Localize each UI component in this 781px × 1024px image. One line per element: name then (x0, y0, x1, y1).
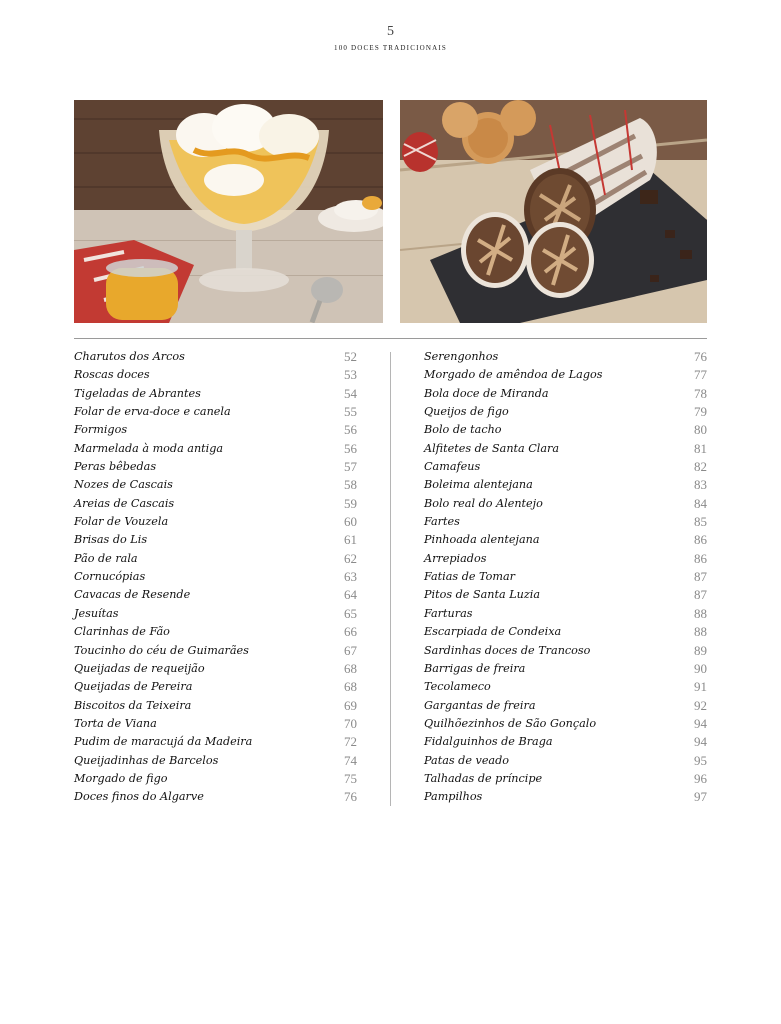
toc-title: Pão de rala (74, 551, 138, 565)
toc-title: Morgado de figo (74, 771, 168, 785)
toc-page-number: 53 (344, 367, 357, 383)
toc-title: Pitos de Santa Luzia (424, 588, 541, 602)
toc-entry[interactable] (74, 495, 357, 513)
toc-page-number: 56 (344, 440, 357, 456)
toc-page-number: 88 (694, 605, 707, 621)
toc-entry[interactable] (424, 733, 707, 751)
toc-entry[interactable] (74, 421, 357, 439)
toc-entry[interactable] (424, 476, 707, 494)
toc-title: Queijos de figo (424, 405, 509, 419)
section-divider (74, 338, 707, 339)
toc-entry[interactable] (424, 403, 707, 421)
toc-entry[interactable] (424, 623, 707, 641)
toc-entry[interactable] (424, 513, 707, 531)
dessert-cup-illustration (74, 100, 383, 323)
toc-entry[interactable] (74, 348, 357, 366)
column-rule (390, 352, 391, 806)
toc-page-number: 85 (694, 514, 707, 530)
toc-title: Bolo real do Alentejo (424, 496, 543, 510)
toc-page-number: 94 (694, 734, 707, 750)
toc-title: Bolo de tacho (424, 423, 502, 437)
toc-title: Toucinho do céu de Guimarães (74, 643, 249, 657)
running-head: 100 DOCES TRADICIONAIS (334, 44, 447, 52)
toc-title: Boleima alentejana (424, 478, 533, 492)
toc-page-number: 82 (694, 459, 707, 475)
chocolate-salami-photo (400, 100, 707, 323)
toc-page-number: 94 (694, 715, 707, 731)
toc-list-left (74, 348, 357, 807)
toc-page-number: 64 (344, 587, 357, 603)
toc-title: Talhadas de príncipe (424, 771, 543, 785)
toc-title: Clarinhas de Fão (74, 625, 170, 639)
toc-title: Biscoitos da Teixeira (74, 698, 192, 712)
toc-title: Bola doce de Miranda (424, 386, 549, 400)
toc-page-number: 54 (344, 385, 357, 401)
toc-title: Sardinhas doces de Trancoso (424, 643, 591, 657)
toc-entry[interactable] (74, 733, 357, 751)
toc-page-number: 60 (344, 514, 357, 530)
toc-entry[interactable] (424, 495, 707, 513)
toc-page-number: 92 (694, 697, 707, 713)
toc-entry[interactable] (74, 403, 357, 421)
toc-page-number: 96 (694, 770, 707, 786)
toc-page-number: 91 (694, 679, 707, 695)
toc-list-right (424, 348, 707, 807)
toc-title: Gargantas de freira (424, 698, 536, 712)
toc-title: Pudim de maracujá da Madeira (74, 735, 253, 749)
toc-page-number: 77 (694, 367, 707, 383)
toc-page-number: 86 (694, 532, 707, 548)
toc-page-number: 57 (344, 459, 357, 475)
toc-title: Folar de Vouzela (74, 515, 169, 529)
toc-entry[interactable] (74, 440, 357, 458)
toc-entry[interactable] (74, 586, 357, 604)
toc-entry[interactable] (424, 752, 707, 770)
toc-entry[interactable] (74, 458, 357, 476)
toc-page-number: 62 (344, 550, 357, 566)
toc-entry[interactable] (424, 715, 707, 733)
toc-title: Torta de Viana (74, 716, 157, 730)
toc-entry[interactable] (424, 642, 707, 660)
toc-entry[interactable] (74, 752, 357, 770)
toc-title: Queijadinhas de Barcelos (74, 753, 219, 767)
toc-title: Arrepiados (424, 551, 487, 565)
toc-page-number: 58 (344, 477, 357, 493)
toc-entry[interactable] (74, 642, 357, 660)
toc-page-number: 59 (344, 495, 357, 511)
toc-page-number: 70 (344, 715, 357, 731)
toc-entry[interactable] (424, 348, 707, 366)
toc-title: Serengonhos (424, 350, 499, 363)
toc-entry[interactable] (424, 568, 707, 586)
toc-page-number: 68 (344, 660, 357, 676)
toc-page-number: 88 (694, 624, 707, 640)
page-number: 5 (387, 24, 394, 39)
toc-page-number: 90 (694, 660, 707, 676)
toc-page-number: 72 (344, 734, 357, 750)
toc-page-number: 87 (694, 569, 707, 585)
toc-entry[interactable] (74, 715, 357, 733)
toc-entry[interactable] (424, 678, 707, 696)
toc-title: Fartes (424, 515, 460, 529)
toc-page-number: 66 (344, 624, 357, 640)
toc-page-number: 97 (694, 789, 707, 805)
toc-entry[interactable] (424, 788, 707, 806)
toc-page-number: 76 (694, 349, 707, 364)
toc-entry[interactable] (74, 788, 357, 806)
toc-page-number: 52 (344, 349, 357, 364)
toc-title: Tecolameco (424, 680, 491, 694)
toc-title: Areias de Cascais (74, 496, 175, 510)
toc-page-number: 80 (694, 422, 707, 438)
toc-page-number: 76 (344, 789, 357, 805)
toc-title: Camafeus (424, 460, 481, 474)
toc-title: Queijadas de Pereira (74, 680, 193, 694)
toc-entry[interactable] (424, 605, 707, 623)
toc-title: Patas de veado (424, 753, 510, 767)
toc-page-number: 74 (344, 752, 357, 768)
toc-title: Queijadas de requeijão (74, 661, 205, 675)
toc-page-number: 65 (344, 605, 357, 621)
toc-page-number: 61 (344, 532, 357, 548)
toc-title: Morgado de amêndoa de Lagos (424, 368, 603, 382)
toc-entry[interactable] (74, 550, 357, 568)
toc-page-number: 67 (344, 642, 357, 658)
toc-page-number: 87 (694, 587, 707, 603)
toc-entry[interactable] (74, 678, 357, 696)
toc-entry[interactable] (74, 531, 357, 549)
toc-page-number: 78 (694, 385, 707, 401)
toc-page-number: 55 (344, 404, 357, 420)
toc-title: Alfitetes de Santa Clara (424, 441, 560, 455)
toc-title: Tigeladas de Abrantes (74, 386, 201, 400)
toc-page-number: 75 (344, 770, 357, 786)
toc-title: Fidalguinhos de Braga (424, 735, 553, 749)
toc-title: Formigos (74, 423, 128, 437)
toc-entry[interactable] (424, 586, 707, 604)
toc-entry[interactable] (74, 366, 357, 384)
toc-entry[interactable] (424, 660, 707, 678)
dessert-cup-photo (74, 100, 383, 323)
toc-entry[interactable] (74, 660, 357, 678)
toc-page-number: 86 (694, 550, 707, 566)
toc-page-number: 84 (694, 495, 707, 511)
toc-entry[interactable] (424, 366, 707, 384)
toc-page-number: 89 (694, 642, 707, 658)
toc-title: Nozes de Cascais (74, 478, 173, 492)
toc-entry[interactable] (74, 697, 357, 715)
toc-entry[interactable] (424, 531, 707, 549)
toc-page-number: 68 (344, 679, 357, 695)
chocolate-salami-illustration (400, 100, 707, 323)
toc-entry[interactable] (424, 458, 707, 476)
toc-entry[interactable] (424, 697, 707, 715)
toc-entry[interactable] (74, 513, 357, 531)
toc-title: Roscas doces (74, 368, 150, 382)
toc-title: Jesuítas (74, 606, 119, 620)
toc-title: Pinhoada alentejana (424, 533, 540, 547)
toc-entry[interactable] (74, 605, 357, 623)
toc-entry[interactable] (424, 440, 707, 458)
toc-entry[interactable] (424, 385, 707, 403)
toc-page-number: 69 (344, 697, 357, 713)
toc-title: Marmelada à moda antiga (74, 441, 224, 455)
toc-entry[interactable] (424, 550, 707, 568)
toc-title: Cornucópias (74, 570, 146, 584)
toc-title: Escarpiada de Condeixa (424, 625, 562, 639)
toc-title: Doces finos do Algarve (74, 790, 204, 804)
toc-title: Fatias de Tomar (424, 570, 516, 584)
toc-entry[interactable] (74, 385, 357, 403)
toc-page-number: 81 (694, 440, 707, 456)
toc-title: Farturas (424, 606, 473, 620)
toc-entry[interactable] (74, 623, 357, 641)
toc-title: Folar de erva-doce e canela (74, 405, 231, 419)
toc-page-number: 63 (344, 569, 357, 585)
toc-page-number: 95 (694, 752, 707, 768)
toc-entry[interactable] (74, 568, 357, 586)
toc-entry[interactable] (424, 421, 707, 439)
toc-page-number: 83 (694, 477, 707, 493)
toc-title: Cavacas de Resende (74, 588, 191, 602)
toc-title: Barrigas de freira (424, 661, 526, 675)
toc-entry[interactable] (424, 770, 707, 788)
toc-title: Brisas do Lis (74, 533, 148, 547)
toc-entry[interactable] (74, 476, 357, 494)
toc-title: Pampilhos (424, 790, 483, 804)
toc-title: Quilhõezinhos de São Gonçalo (424, 716, 597, 730)
toc-entry[interactable] (74, 770, 357, 788)
toc-page-number: 79 (694, 404, 707, 420)
toc-page-number: 56 (344, 422, 357, 438)
toc-title: Charutos dos Arcos (74, 350, 185, 363)
toc-title: Peras bêbedas (74, 460, 157, 474)
